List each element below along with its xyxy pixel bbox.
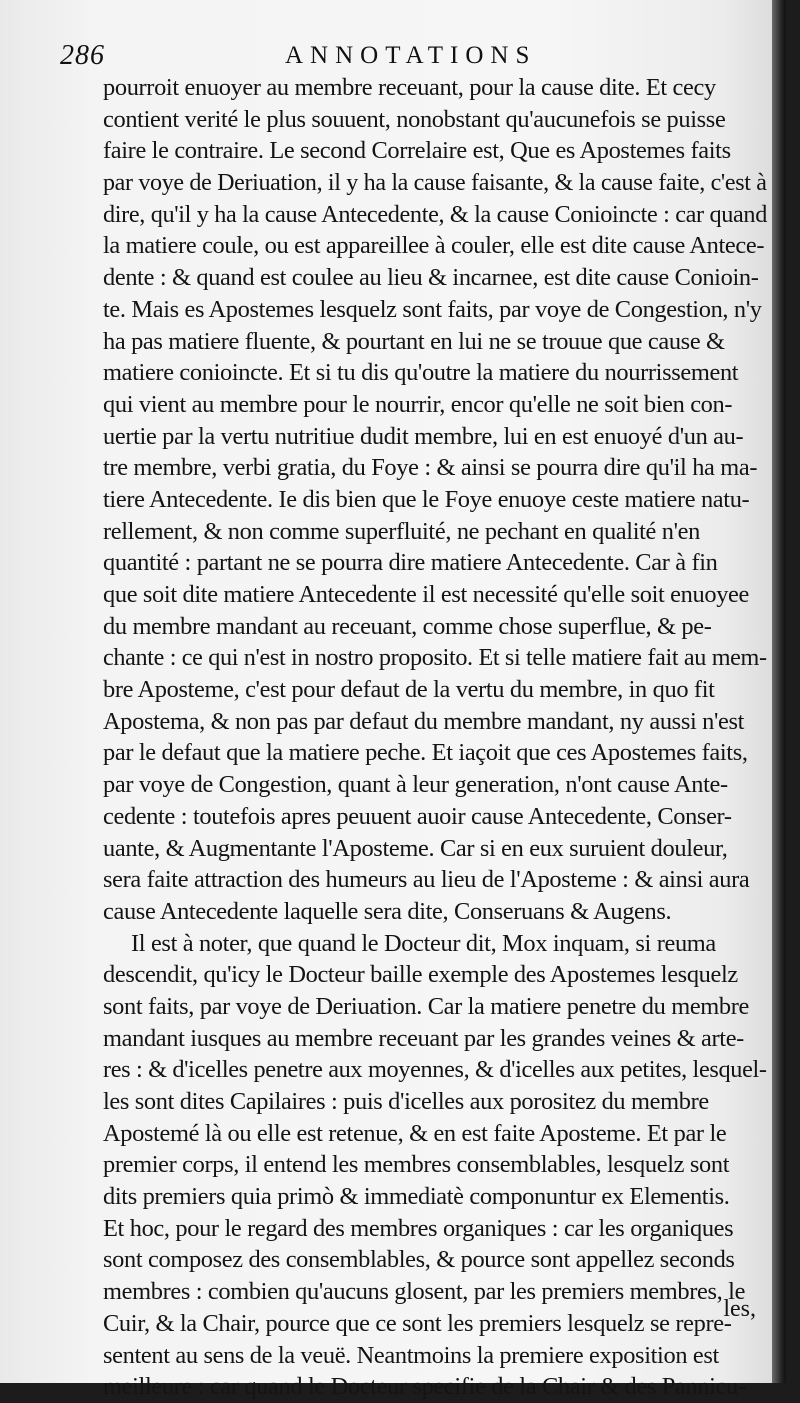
text-line: te. Mais es Apostemes lesquelz sont faits, par voye de Congestion, n'y — [103, 295, 762, 323]
text-line: premier corps, il entend les membres consemblables, lesquelz sont — [103, 1151, 730, 1179]
text-line: par le defaut que la matiere peche. Et iaçoit que ces Apostemes faits, — [103, 739, 748, 767]
page-edge-shadow — [772, 0, 786, 1383]
text-line: meilleure : car quand le Docteur specifie de la Chair & des Pannicu- — [103, 1373, 746, 1401]
text-line: membres : combien qu'aucuns glosent, par les premiers membres, le — [103, 1278, 746, 1306]
text-line: que soit dite matiere Antecedente il est necessité qu'elle soit enuoyee — [103, 581, 749, 608]
page-number: 286 — [60, 40, 105, 71]
text-line: la matiere coule, ou est appareillee à couler, elle est dite cause Antece- — [103, 232, 765, 260]
text-line: qui vient au membre pour le nourrir, encor qu'elle ne soit bien con- — [103, 390, 733, 418]
text-line: cedente : toutefois apres peuuent auoir cause Antecedente, Conser- — [103, 802, 732, 830]
text-line: mandant iusques au membre receuant par les grandes veines & arte- — [103, 1024, 744, 1052]
text-line: chante : ce qui n'est in nostro proposito. Et si telle matiere fait au mem- — [103, 644, 767, 672]
text-line: dire, qu'il y ha la cause Antecedente, & la cause Conioincte : car quand — [103, 200, 767, 228]
text-line: rellement, & non comme superfluité, ne pechant en qualité n'en — [103, 517, 700, 545]
text-line: res : & d'icelles penetre aux moyennes, & d'icelles aux petites, lesquel- — [103, 1056, 767, 1084]
text-line: dente : & quand est coulee au lieu & incarnee, est dite cause Conioin- — [103, 264, 759, 292]
text-line: bre Aposteme, c'est pour defaut de la vertu du membre, in quo fit — [103, 676, 715, 704]
text-line: sont composez des consemblables, & pource sont appellez seconds — [103, 1246, 735, 1274]
text-line: cause Antecedente laquelle sera dite, Conseruans & Augens. — [103, 897, 672, 925]
text-line: du membre mandant au receuant, comme chose superflue, & pe- — [103, 612, 712, 640]
text-line: ha pas matiere fluente, & pourtant en lui ne se trouue que cause & — [103, 327, 725, 355]
text-line: contient verité le plus souuent, nonobstant qu'aucunefois se puisse — [103, 105, 726, 133]
catchword: les, — [723, 1296, 756, 1322]
running-head — [60, 36, 760, 76]
text-line: uante, & Augmentante l'Aposteme. Car si en eux suruient douleur, — [103, 834, 728, 862]
text-line: matiere conioincte. Et si tu dis qu'outre la matiere du nourrissement — [103, 359, 739, 387]
text-line: faire le contraire. Le second Correlaire est, Que es Apostemes faits — [103, 137, 731, 165]
section-title: ANNOTATIONS — [285, 42, 537, 69]
text-line: sont faits, par voye de Deriuation. Car la matiere penetre du membre — [103, 992, 750, 1020]
text-line: tre membre, verbi gratia, du Foye : & ainsi se pourra dire qu'il ha ma- — [103, 454, 758, 482]
text-line: quantité : partant ne se pourra dire matiere Antecedente. Car à fin — [103, 549, 718, 577]
text-line: Apostemé là ou elle est retenue, & en est faite Aposteme. Et par le — [103, 1119, 727, 1147]
text-line: Cuir, & la Chair, pource que ce sont les premiers lesquelz se repre- — [103, 1309, 732, 1337]
text-line: pourroit enuoyer au membre receuant, pour la cause dite. Et cecy — [103, 74, 716, 101]
text-line: dits premiers quia primò & immediatè componuntur ex Elementis. — [103, 1183, 730, 1211]
text-line: sera faite attraction des humeurs au lieu de l'Aposteme : & ainsi aura — [103, 866, 750, 894]
text-line: tiere Antecedente. Ie dis bien que le Foye enuoye ceste matiere natu- — [103, 485, 750, 513]
text-line: les sont dites Capilaires : puis d'icelles aux porositez du membre — [103, 1088, 709, 1115]
text-line: sentent au sens de la veuë. Neantmoins la premiere exposition est — [103, 1341, 719, 1369]
text-line: Et hoc, pour le regard des membres organiques : car les organiques — [103, 1214, 734, 1242]
paragraph-start-line: Il est à noter, que quand le Docteur dit, Mox inquam, si reuma — [131, 929, 716, 957]
text-line: uertie par la vertu nutritiue dudit membre, lui en est enuoyé d'un au- — [103, 422, 744, 450]
text-line: par voye de Congestion, quant à leur generation, n'ont cause Ante- — [103, 771, 728, 799]
text-line: Apostema, & non pas par defaut du membre mandant, ny aussi n'est — [103, 707, 745, 735]
body-text — [103, 72, 767, 1403]
text-line: descendit, qu'icy le Docteur baille exemple des Apostemes lesquelz — [103, 961, 738, 989]
text-line: par voye de Deriuation, il y ha la cause faisante, & la cause faite, c'est à — [103, 169, 767, 197]
